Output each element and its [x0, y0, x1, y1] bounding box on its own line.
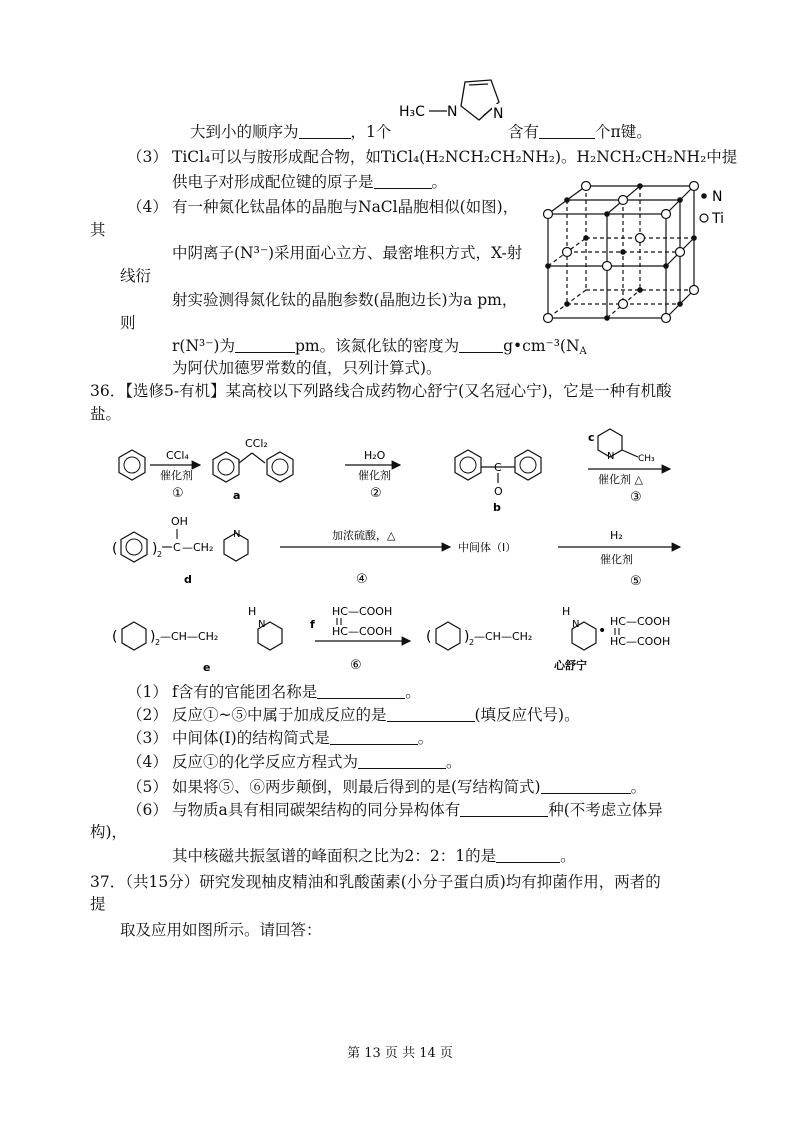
- label-f: f: [310, 618, 315, 631]
- p-hc-cooh-1: HC—COOH: [610, 615, 671, 628]
- label-e: e: [203, 661, 211, 674]
- carbonyl-o: O: [494, 485, 503, 498]
- answer-blank: [374, 174, 432, 189]
- legend-n: N: [712, 189, 723, 205]
- e-subscript-2: 2: [155, 638, 161, 647]
- r4-number: ④: [356, 572, 368, 587]
- r3-number: ③: [630, 490, 642, 505]
- legend-ti: Ti: [712, 211, 725, 227]
- line-pi-bond: 含有 个π键。: [508, 123, 652, 141]
- paren-open-e: (: [112, 629, 118, 645]
- p-nh-h: H: [562, 605, 571, 618]
- s6-wrap: 构)，: [90, 823, 128, 841]
- answer-blank: [358, 754, 446, 769]
- answer-blank: [387, 707, 475, 722]
- label-b: b: [493, 501, 501, 514]
- s5-text: 如果将⑤、⑥两步颠倒，则最后得到的是(写结构简式) 。: [172, 778, 647, 796]
- q4-text: 有一种氮化钛晶体的晶胞与NaCl晶胞相似(如图)，: [172, 198, 519, 216]
- s5-number: （5）: [127, 778, 168, 796]
- q3-text-2: 供电子对形成配位键的原子是 。: [172, 173, 448, 191]
- e-piperidine-n: N: [258, 619, 266, 630]
- q4-text-4: r(N³⁻)为 pm。该氮化钛的密度为 $g•cm^{-3}(N_A$: [172, 337, 587, 357]
- carbonyl-c: C: [494, 461, 502, 474]
- q36-text: 36．【选修5-有机】某高校以下列路线合成药物心舒宁(又名冠心宁)，它是一种有机酸: [90, 382, 672, 400]
- r4-conditions: 加浓硫酸，△: [332, 529, 396, 542]
- q37-text-2: 取及应用如图所示。请回答：: [120, 921, 322, 939]
- d-carbon: C: [173, 541, 181, 554]
- s1-text: f含有的官能团名称是 。: [172, 683, 421, 701]
- q37-wrap: 提: [90, 895, 106, 913]
- q4-wrap-qi: 其: [90, 221, 106, 239]
- paren-close: ): [152, 541, 158, 557]
- r1-number: ①: [172, 486, 184, 501]
- pyridine-n: N: [607, 451, 615, 462]
- synthesis-scheme: [110, 425, 690, 684]
- h3c-label: H₃C: [399, 104, 425, 120]
- q3-number: （3）: [127, 148, 168, 166]
- r5-reagent: H₂: [610, 529, 623, 542]
- q4-number: （4）: [127, 198, 168, 216]
- answer-blank: [496, 848, 560, 863]
- q36-text-2: 盐。: [90, 405, 122, 423]
- p-piperidine-n: N: [572, 619, 580, 630]
- answer-blank: [317, 684, 405, 699]
- answer-blank: [299, 124, 351, 139]
- line-order: 大到小的顺序为 ，1个: [190, 123, 392, 141]
- r2-catalyst: 催化剂: [358, 469, 391, 482]
- paren-open-p: (: [426, 629, 432, 645]
- label-c: c: [588, 431, 595, 444]
- q4-wrap-yan: 线衍: [120, 267, 152, 285]
- q4-text-2: 中阴离子(N³⁻)采用面心立方、最密堆积方式，X-射: [172, 244, 523, 262]
- r2-reagent: H₂O: [364, 449, 386, 462]
- r2-number: ②: [370, 486, 382, 501]
- answer-blank: [459, 338, 503, 353]
- s4-text: 反应①的化学反应方程式为 。: [172, 753, 462, 771]
- r5-number: ⑤: [630, 574, 642, 589]
- label-a: a: [233, 489, 241, 502]
- s4-number: （4）: [127, 753, 168, 771]
- ch2-label: —CH₂: [182, 541, 214, 554]
- p-subscript-2: 2: [469, 638, 475, 647]
- subscript-2: 2: [157, 550, 163, 559]
- q4-text-3: 射实验测得氮化钛的晶胞参数(晶胞边长)为a pm，: [172, 291, 518, 309]
- s3-number: （3）: [127, 729, 168, 747]
- p-hc-cooh-2: HC—COOH: [610, 635, 671, 648]
- s6-text: 与物质a具有相同碳架结构的同分异构体有 种(不考虑立体异: [172, 801, 663, 819]
- page-footer: 第 13 页 共 14 页: [347, 1046, 453, 1061]
- paren-close-e: ): [150, 629, 156, 645]
- crystal-cell-diagram: [538, 178, 738, 332]
- r1-reagent: CCl₄: [166, 449, 189, 462]
- product-label: 心舒宁: [554, 659, 587, 672]
- s1-number: （1）: [127, 683, 168, 701]
- e-ch-ch2: —CH—CH₂: [160, 630, 219, 643]
- e-nh-h: H: [248, 605, 257, 618]
- r5-catalyst: 催化剂: [600, 553, 633, 566]
- p-ch-ch2: —CH—CH₂: [474, 630, 533, 643]
- intermediate-label: 中间体（Ⅰ）: [458, 541, 517, 554]
- answer-blank: [235, 338, 295, 353]
- paren-open: (: [112, 541, 118, 557]
- f-hc-cooh-2: HC—COOH: [332, 625, 393, 638]
- f-hc-cooh-1: HC—COOH: [332, 605, 393, 618]
- r3-conditions: 催化剂 △: [598, 473, 643, 486]
- answer-blank: [460, 802, 548, 817]
- r1-catalyst: 催化剂: [160, 469, 193, 482]
- s2-text: 反应①~⑤中属于加成反应的是 (填反应代号)。: [172, 706, 580, 724]
- oh-label: OH: [171, 515, 188, 528]
- methylimidazole-structure: [395, 66, 520, 140]
- ch3-label: CH₃: [638, 454, 655, 464]
- answer-blank: [541, 779, 631, 794]
- s6-number: （6）: [127, 801, 168, 819]
- salt-dot: •: [598, 623, 607, 639]
- s2-number: （2）: [127, 706, 168, 724]
- answer-blank: [330, 730, 418, 745]
- s6-text-2: 其中核磁共振氢谱的峰面积之比为2：2：1的是 。: [172, 847, 576, 865]
- label-d: d: [184, 573, 192, 586]
- n1-label: N: [447, 104, 458, 120]
- d-pyridine-n: N: [233, 529, 241, 540]
- q4-text-5: 为阿伏加德罗常数的值，只列计算式)。: [172, 359, 442, 377]
- ccl2-label: CCl₂: [245, 437, 268, 450]
- r6-number: ⑥: [350, 658, 362, 673]
- paren-close-p: ): [464, 629, 470, 645]
- n2-label: N: [493, 106, 504, 122]
- q37-text: 37．（共15分）研究发现柚皮精油和乳酸菌素(小分子蛋白质)均有抑菌作用，两者的: [90, 873, 661, 891]
- answer-blank: [539, 124, 595, 139]
- q3-text: TiCl₄可以与胺形成配合物，如TiCl₄(H₂NCH₂CH₂NH₂)。H₂NCH₂CH₂NH₂中提: [172, 148, 738, 166]
- s3-text: 中间体(Ⅰ)的结构简式是 。: [172, 729, 434, 747]
- q4-wrap-ze: 则: [120, 314, 136, 332]
